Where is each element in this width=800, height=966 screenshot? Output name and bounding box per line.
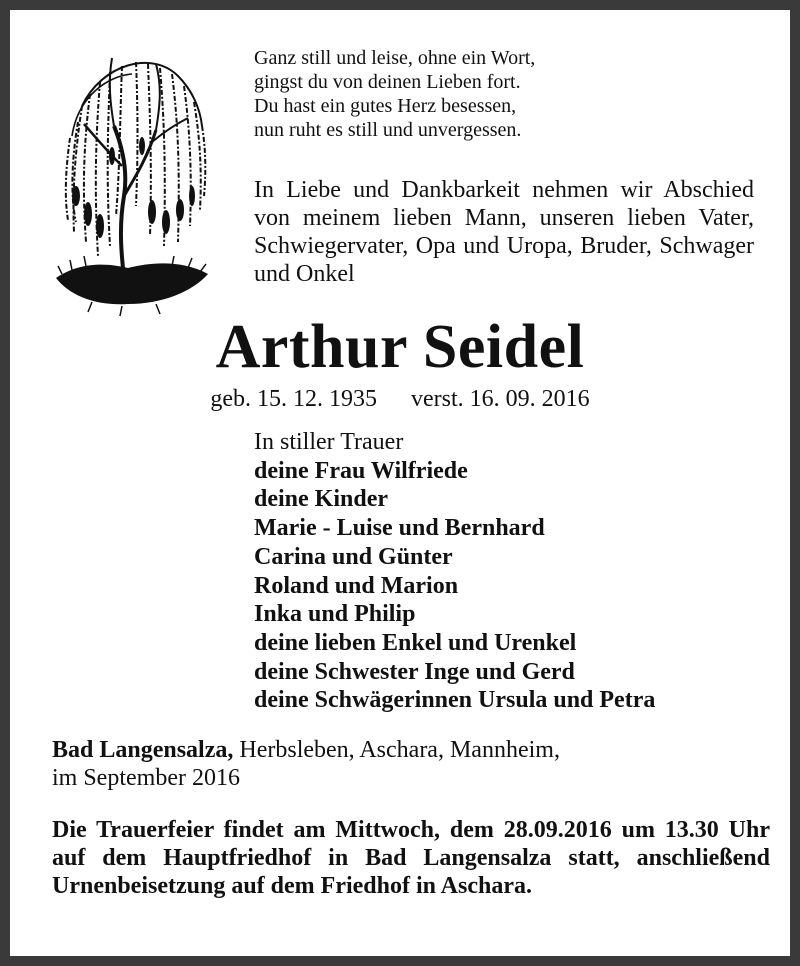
poem-line: gingst du von deinen Lieben fort. — [254, 71, 521, 93]
town-bold: Bad Langensalza, — [52, 737, 234, 763]
poem-line: Ganz still und leise, ohne ein Wort, — [254, 47, 536, 69]
mourners-list — [254, 428, 774, 715]
mourner-line: deine Schwester Inge und Gerd — [254, 658, 575, 685]
mourner-line: deine Kinder — [254, 486, 389, 513]
intro-text: In Liebe und Dankbarkeit nehmen wir Abschied von meinem lieben Mann, unseren lieben Vater, Schwiegervater, Opa und Uropa, Bruder, Schwager und Onkel — [254, 177, 754, 287]
mourner-line: deine Schwägerinnen Ursula und Petra — [254, 687, 656, 714]
birth-date: geb. 15. 12. 1935 — [210, 386, 377, 412]
funeral-details: Die Trauerfeier findet am Mittwoch, dem 28.09.2016 um 13.30 Uhr auf dem Hauptfriedhof in Bad Langensalza statt, anschließend Urnenbeisetzung auf dem Friedhof in Aschara. — [52, 817, 770, 899]
date-line: im September 2016 — [52, 765, 240, 791]
mourners-heading: In stiller Trauer — [254, 429, 404, 455]
poem-line: nun ruht es still und unvergessen. — [254, 119, 522, 141]
death-date: verst. 16. 09. 2016 — [411, 386, 590, 412]
place-and-date — [52, 736, 772, 792]
mourner-line: Marie - Luise und Bernhard — [254, 515, 545, 542]
mourner-line: deine lieben Enkel und Urenkel — [254, 629, 577, 656]
obituary-notice — [10, 10, 790, 956]
deceased-name: Arthur Seidel — [215, 313, 585, 381]
poem-line: Du hast ein gutes Herz besessen, — [254, 95, 517, 117]
weeping-willow-icon — [52, 46, 212, 320]
mourner-line: Roland und Marion — [254, 572, 459, 599]
mourner-line: deine Frau Wilfriede — [254, 457, 468, 484]
towns-rest: Herbsleben, Aschara, Mannheim, — [233, 737, 560, 763]
towns-line — [52, 736, 772, 764]
poem — [254, 46, 754, 142]
life-dates — [10, 384, 790, 414]
mourner-line: Inka und Philip — [254, 601, 416, 628]
mourner-line: Carina und Günter — [254, 543, 453, 570]
